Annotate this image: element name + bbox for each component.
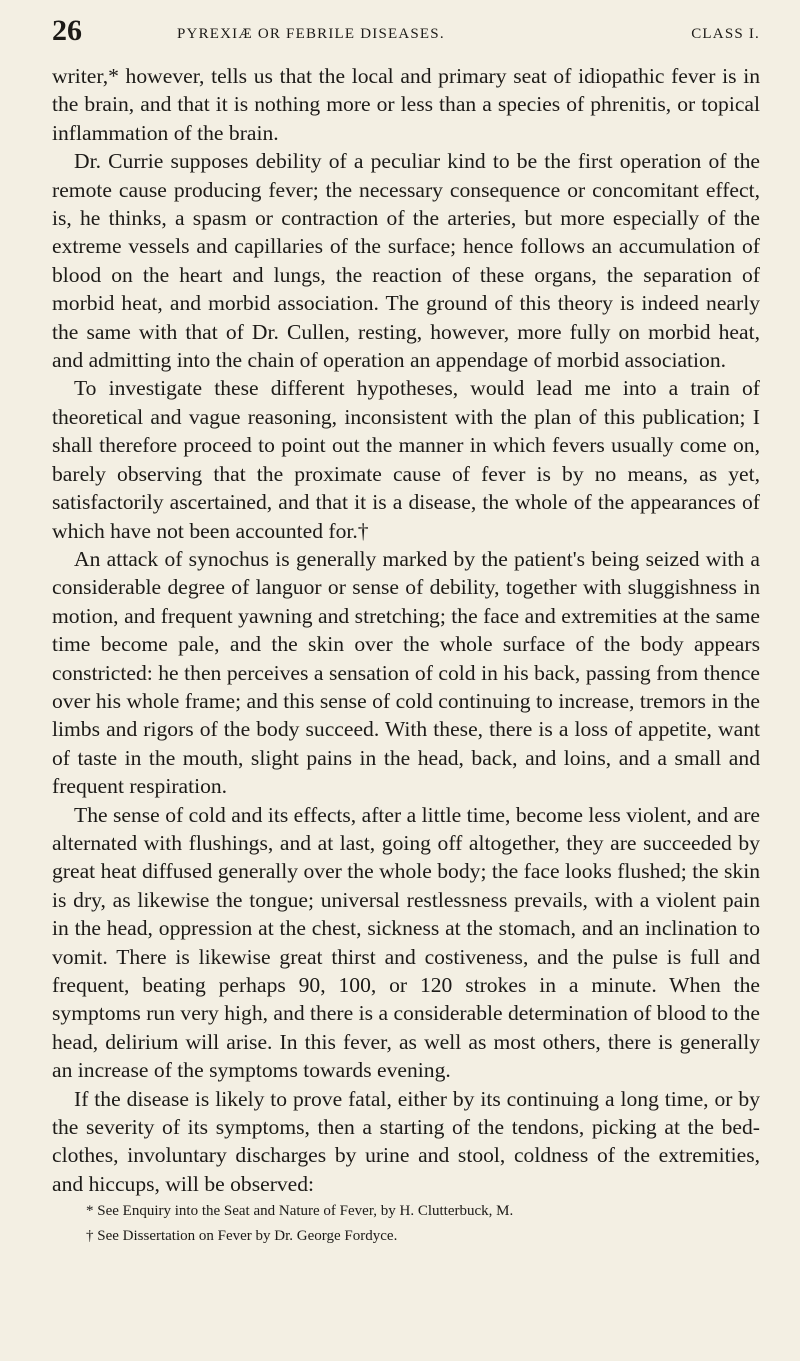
paragraph: Dr. Currie supposes debility of a peculiar kind to be the first operation of the remote cause producing fever; the necessary consequence or concomitant effect, is, he thinks, a spasm or contraction of the arteries, but more especially of the extreme vessels and capillaries of the surface; hence follows an accumulation of blood on the heart and lungs, the reaction of these organs, the separation of morbid heat, and morbid association. The ground of this theory is indeed nearly the same with that of Dr. Cullen, resting, however, more fully on morbid heat, and admitting into the chain of operation an appendage of morbid association. [52, 149, 760, 373]
footnote: * See Enquiry into the Seat and Nature of Fever, by H. Clutterbuck, M. [86, 1203, 514, 1220]
paragraph: An attack of synochus is generally marked by the patient's being seized with a considerable degree of languor or sense of debility, together with sluggishness in motion, and frequent yawning and stretching; the face and extremities at the same time become pale, and the skin over the whole surface of the body appears constricted: he then perceives a sensation of cold in his back, passing from thence over his whole frame; and this sense of cold continuing to increase, tremors in the limbs and rigors of the body succeed. With these, there is a loss of appetite, want of taste in the mouth, slight pains in the head, back, and loins, and a small and frequent respiration. [52, 546, 760, 799]
body-text [52, 62, 760, 1198]
paragraph: writer,* however, tells us that the local and primary seat of idiopathic fever is in the brain, and that it is nothing more or less than a species of phrenitis, or topical inflammation of the brain. [52, 64, 760, 145]
page-header [52, 14, 760, 54]
page-number: 26 [52, 14, 82, 47]
running-title: PYREXIÆ OR FEBRILE DISEASES. [177, 26, 445, 42]
paragraph: If the disease is likely to prove fatal, either by its continuing a long time, or by the severity of its symptoms, then a starting of the tendons, picking at the bed-clothes, involuntary discharges by urine and stool, coldness of the extremities, and hiccups, will be observed: [52, 1086, 760, 1196]
paragraph: The sense of cold and its effects, after a little time, become less violent, and are alternated with flushings, and at last, going off altogether, they are succeeded by great heat diffused generally over the whole body; the face looks flushed; the skin is dry, as likewise the tongue; universal restlessness prevails, with a violent pain in the head, oppression at the chest, sickness at the stomach, and an inclination to vomit. There is likewise great thirst and costiveness, and the pulse is full and frequent, beating perhaps 90, 100, or 120 strokes in a minute. When the symptoms run very high, and there is a considerable determination of blood to the head, delirium will arise. In this fever, as well as most others, there is generally an increase of the symptoms towards evening. [52, 802, 760, 1083]
class-mark: CLASS I. [691, 26, 760, 42]
paragraph: To investigate these different hypotheses, would lead me into a train of theoretical and vague reasoning, inconsistent with the plan of this publication; I shall therefore proceed to point out the manner in which fevers usually come on, barely observing that the proximate cause of fever is by no means, as yet, satisfactorily ascertained, and that it is a disease, the whole of the appearances of which have not been accounted for.† [52, 376, 760, 543]
footnotes [52, 1202, 760, 1246]
footnote: † See Dissertation on Fever by Dr. George Fordyce. [86, 1228, 398, 1245]
